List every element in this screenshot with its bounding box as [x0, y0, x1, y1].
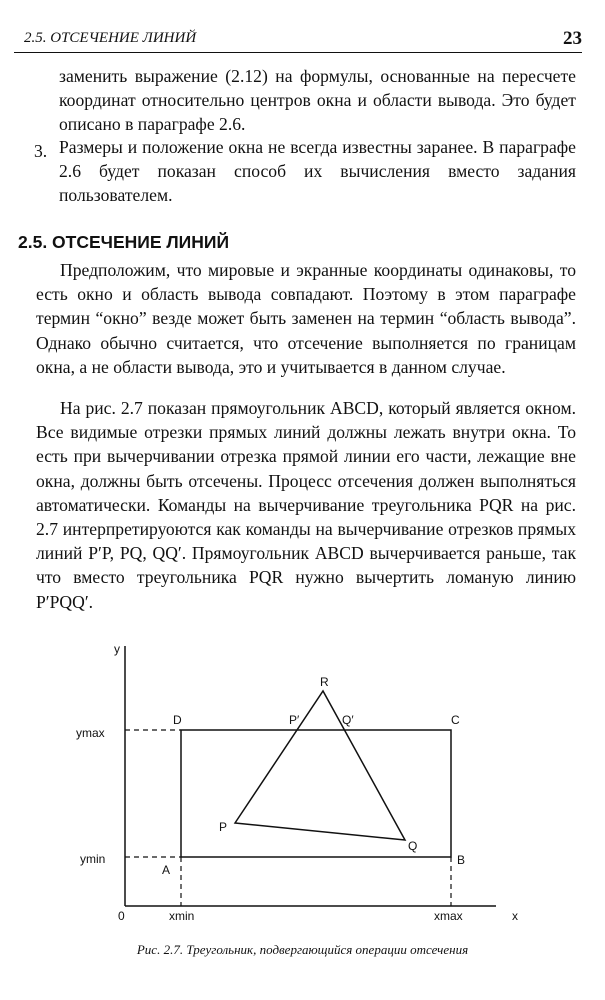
figure-2-7 [76, 638, 546, 928]
triangle-pqr [235, 691, 405, 840]
point-p-prime-label: P′ [289, 713, 300, 727]
ymin-label: ymin [80, 852, 106, 866]
point-p-label: P [219, 820, 228, 834]
list-item-number: 3. [34, 141, 48, 161]
y-axis-label: y [114, 642, 120, 656]
page-header [14, 28, 582, 56]
point-a-label: A [162, 863, 171, 877]
point-c-label: C [451, 713, 460, 727]
figure-caption: Рис. 2.7. Треугольник, подвергающийся операции отсечения [136, 942, 469, 957]
paragraph-1: Предположим, что мировые и экранные координаты одинаковы, то есть окно и область вывода совпадают. Поэтому в этом параграфе термин “окно” везде может быть заменен на термин “область вывода”. Однако обычно считается, что отсечение выполняется по границам окна, а не области вывода, это и учитывается в данном случае. [36, 260, 576, 377]
paragraph-2: На рис. 2.7 показан прямоугольник ABCD, который является окном. Все видимые отрезки прямых линий должны лежать внутри окна. То есть при вычерчивании отрезка прямой линии его части, лежащие вне окна, должны быть отсечены. Процесс отсечения должен выполняться автоматически. Команды на вычерчивание треугольника PQR на рис. 2.7 интерпретируоются как команды на вычерчивание отрезков прямых линий P′P, PQ, QQ′. Прямоугольник ABCD вычерчивается раньше, так что вместо треугольника PQR нужно вычертить ломаную линию P′PQQ′. [36, 398, 576, 612]
point-q-label: Q [408, 839, 418, 853]
page-number: 23 [563, 28, 582, 49]
window-rectangle [181, 730, 451, 857]
section-title: 2.5. ОТСЕЧЕНИЕ ЛИНИЙ [18, 232, 230, 252]
origin-label: 0 [118, 909, 125, 923]
ymax-label: ymax [76, 726, 105, 740]
point-b-label: B [457, 853, 466, 867]
header-rule [14, 52, 582, 53]
clipping-diagram [76, 638, 546, 928]
running-title: 2.5. ОТСЕЧЕНИЕ ЛИНИЙ [24, 30, 197, 46]
point-q-prime-label: Q′ [342, 713, 354, 727]
point-d-label: D [173, 713, 182, 727]
xmax-label: xmax [434, 909, 463, 923]
continuation-paragraph: заменить выражение (2.12) на формулы, основанные на пересчете координат относительно центров окна и области вывода. Это будет описано в параграфе 2.6. [59, 66, 576, 135]
xmin-label: xmin [169, 909, 195, 923]
x-axis-label: x [512, 909, 518, 923]
list-item-text: Размеры и положение окна не всегда известны заранее. В параграфе 2.6 будет показан способ их вычисления вместо задания пользователем. [59, 137, 576, 206]
point-r-label: R [320, 675, 329, 689]
